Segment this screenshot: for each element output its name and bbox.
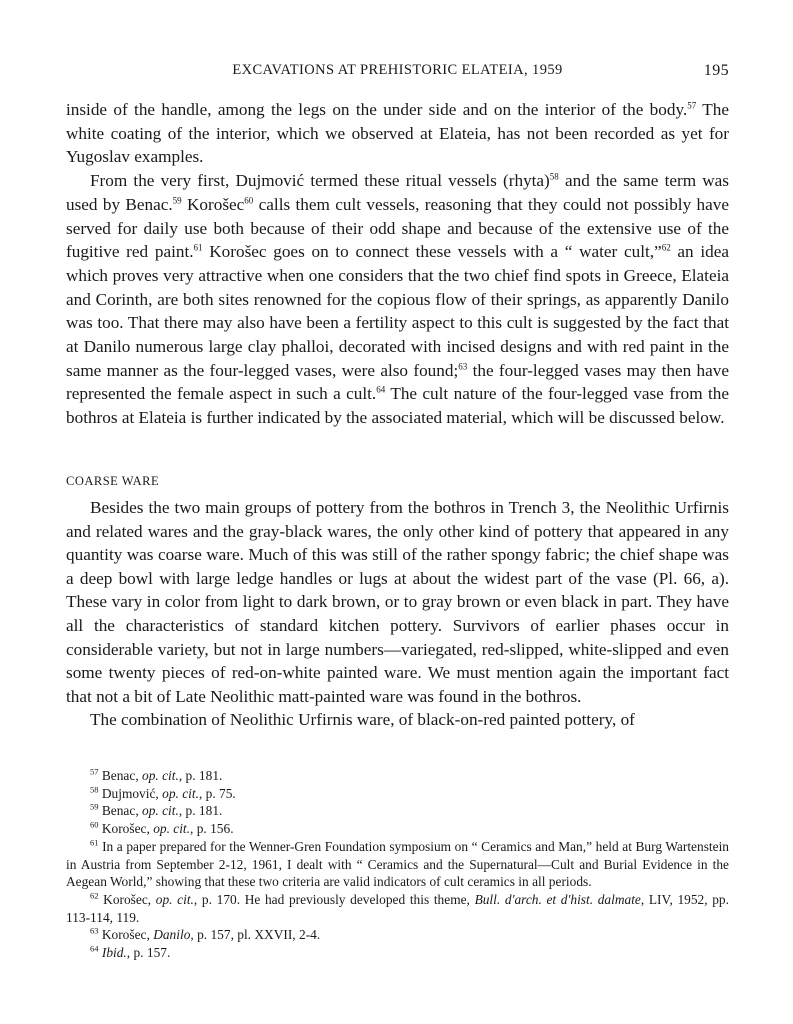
- paragraph-3: Besides the two main groups of pottery from the bothros in Trench 3, the Neolithic Urfirnis and related wares and the gray-black wares, the only other kind of pottery that appeared in any quantity was coarse ware. Much of this was still of the rather spongy fabric; the chief shape was a deep bowl with large ledge handles or lugs at about the widest part of the vase (Pl. 66, a). These vary in color from light to dark brown, or to gray brown or even black in part. They have all the characteristics of standard kitchen pottery. Survivors of earlier phases occur in considerable variety, but not in large numbers—variegated, red-slipped, white-slipped and even some twenty pieces of red-on-white painted ware. We must mention again the important fact that not a bit of Late Neolithic matt-painted ware was found in the bothros.: [66, 498, 729, 706]
- footnote-ref-62[interactable]: 62: [661, 242, 671, 253]
- footnote-ref-61[interactable]: 61: [193, 242, 203, 253]
- body-text-top: [66, 98, 729, 430]
- footnote-60: $^{60}$ Korošec, op. cit., p. 156.: [90, 819, 234, 837]
- footnote-59: $^{59}$ Benac, op. cit., p. 181.: [90, 801, 223, 819]
- footnote-ref-64[interactable]: 64: [376, 384, 386, 395]
- footnote-ref-59[interactable]: 59: [172, 195, 182, 206]
- footnote-ref-58[interactable]: 58: [549, 171, 559, 182]
- footnote-58: $^{58}$ Dujmović, op. cit., p. 75.: [90, 784, 236, 801]
- footnote-62: $^{62}$ Korošec, op. cit., p. 170. He had previously developed this theme, Bull. d'arch. et d'hist. dalmate, LIV, 1952, pp. 113-114, 119.: [66, 890, 729, 925]
- footnote-61: $^{61}$ In a paper prepared for the Wenner-Gren Foundation symposium on “ Ceramics and Man,” held at Burg Wartenstein in Austria from September 2-12, 1961, I dealt with “ Ceramics and the Supernatural—Cult and Burial Evidence in the Aegean World,” showing that these two criteria are valid indicators of cult ceramics in all periods.: [66, 837, 729, 890]
- section-heading: COARSE WARE: [66, 474, 160, 488]
- running-head: [66, 62, 729, 84]
- paragraph-2: From the very first, Dujmović termed these ritual vessels (rhyta)$^{58}$ and the same term was used by Benac.$^{59}$ Korošec$^{60}$ calls them cult vessels, reasoning that they could not possibly have served for daily use both because of their odd shape and because of the extensive use of the fugitive red paint.$^{61}$ Korošec goes on to connect these vessels with a “ water cult,”$^{62}$ an idea which proves very attractive when one considers that the two chief find spots in Greece, Elateia and Corinth, are both sites renowned for the copious flow of their springs, as apparently Danilo was too. That there may also have been a fertility aspect to this cult is suggested by the fact that at Danilo numerous large clay phalloi, decorated with incised designs and with red paint in the same manner as the four-legged vases, were also found;$^{63}$ the four-legged vases may then have represented the female aspect in such a cult.$^{64}$ The cult nature of the four-legged vase from the bothros at Elateia is further indicated by the associated material, which will be discussed below.: [66, 171, 729, 428]
- page-number: 195: [703, 62, 729, 79]
- footnote-64: $^{64}$ Ibid., p. 157.: [90, 943, 171, 961]
- body-text-bottom: [66, 496, 729, 732]
- footnote-ref-63[interactable]: 63: [458, 361, 468, 371]
- paragraph-1: inside of the handle, among the legs on the under side and on the interior of the body.$^{57}$ The white coating of the interior, which we observed at Elateia, has not been recorded as yet for Yugoslav examples.: [66, 100, 729, 167]
- footnote-63: $^{63}$ Korošec, Danilo, p. 157, pl. XXVII, 2-4.: [90, 925, 321, 943]
- paragraph-4: The combination of Neolithic Urfirnis ware, of black-on-red painted pottery, of: [90, 710, 635, 730]
- footnote-ref-57[interactable]: 57: [687, 100, 697, 111]
- running-title: EXCAVATIONS AT PREHISTORIC ELATEIA, 1959: [232, 62, 563, 78]
- footnote-57: $^{57}$ Benac, op. cit., p. 181.: [90, 766, 223, 783]
- footnote-ref-60[interactable]: 60: [244, 195, 254, 206]
- footnotes: [66, 767, 729, 962]
